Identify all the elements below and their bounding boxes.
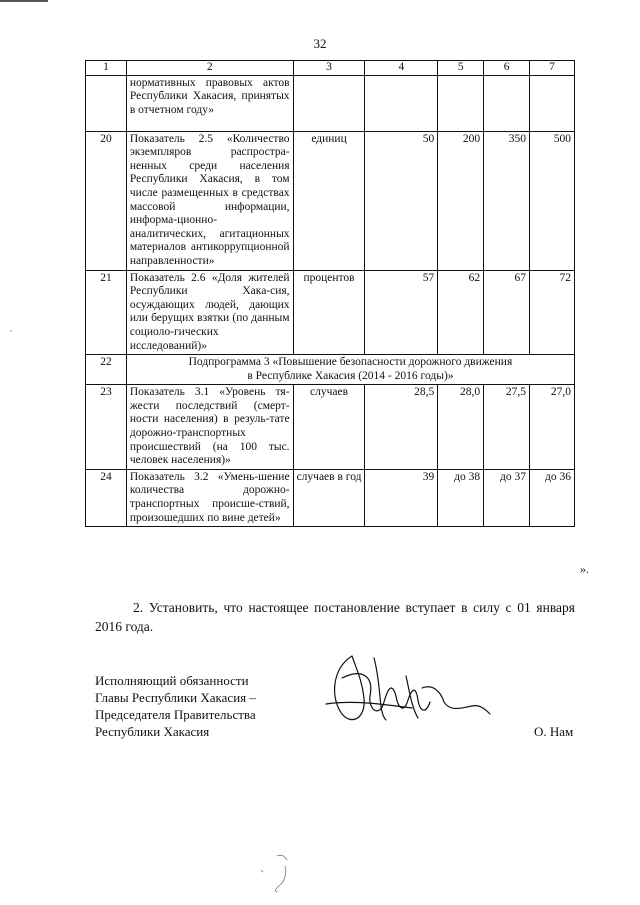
handwritten-signature [322, 648, 492, 738]
header-cell: 5 [438, 61, 484, 76]
row-number: 23 [86, 385, 127, 470]
row-description: нормативных правовых актов Республики Хакасия, принятых в отчетном году» [126, 75, 293, 131]
table-row [86, 270, 575, 355]
resolution-paragraph: 2. Установить, что настоящее постановление вступает в силу с 01 января 2016 года. [95, 600, 575, 634]
row-value: 72 [530, 270, 575, 355]
row-number: 22 [86, 355, 127, 385]
signatory-name: О. Нам [534, 724, 574, 739]
row-unit: случаев в год [293, 469, 365, 526]
row-value: 39 [365, 469, 438, 526]
row-value: 350 [484, 131, 530, 270]
row-value: 500 [530, 131, 575, 270]
corner-mark [0, 0, 48, 2]
scan-artifact [255, 852, 305, 896]
row-value: 200 [438, 131, 484, 270]
row-description: Показатель 3.1 «Уровень тя-жести последствий (смерт-ности населения) в резуль-тате дорожно-транспортных происшествий (на 100 тыс. человек населения)» [126, 385, 293, 470]
row-unit: случаев [293, 385, 365, 470]
signatory-block [95, 672, 256, 740]
page-number: 32 [313, 36, 327, 51]
row-description: Показатель 3.2 «Умень-шение количества дорожно-транспортных происше-ствий, произошедших по вине детей» [126, 469, 293, 526]
signatory-line: Республики Хакасия [95, 724, 210, 739]
row-value: до 38 [438, 469, 484, 526]
subprogram-row [86, 355, 575, 385]
header-cell: 3 [293, 61, 365, 76]
header-cell: 4 [365, 61, 438, 76]
signatory-line: Главы Республики Хакасия – [95, 690, 256, 705]
row-value: до 37 [484, 469, 530, 526]
subprogram-title-line: в Республике Хакасия (2014 - 2016 годы)» [247, 369, 454, 382]
row-number: 21 [86, 270, 127, 355]
table-row [86, 469, 575, 526]
header-cell: 1 [86, 61, 127, 76]
signatory-line: Исполняющий обязанности [95, 673, 249, 688]
row-number: 24 [86, 469, 127, 526]
header-cell: 2 [126, 61, 293, 76]
row-value: 57 [365, 270, 438, 355]
table-row [86, 131, 575, 270]
signatory-line: Председателя Правительства [95, 707, 256, 722]
row-number: 20 [86, 131, 127, 270]
header-cell: 6 [484, 61, 530, 76]
row-description: Показатель 2.5 «Количество экземпляров распростра-ненных среди населения Республики Хакасия, в том числе размещенных в средствах массовой информации, информа-ционно-аналитических, агитационных материалов антикоррупционной направленности» [126, 131, 293, 270]
header-cell: 7 [530, 61, 575, 76]
subprogram-title-line: Подпрограмма 3 «Повышение безопасности дорожного движения [188, 356, 513, 369]
row-value: 27,0 [530, 385, 575, 470]
table-header-row [86, 61, 575, 76]
row-value: 67 [484, 270, 530, 355]
table-row [86, 385, 575, 470]
table-row [86, 75, 575, 131]
row-value: 50 [365, 131, 438, 270]
row-unit: процентов [293, 270, 365, 355]
row-value: 62 [438, 270, 484, 355]
row-value: 28,0 [438, 385, 484, 470]
row-number [86, 75, 127, 131]
subprogram-title [126, 355, 574, 385]
row-value: 28,5 [365, 385, 438, 470]
indicators-table [85, 60, 575, 527]
row-value: 27,5 [484, 385, 530, 470]
row-unit: единиц [293, 131, 365, 270]
row-description: Показатель 2.6 «Доля жителей Республики Хака-сия, осуждающих людей, дающих или берущих взятки (по данным социоло-гических исследований)» [126, 270, 293, 355]
row-value: до 36 [530, 469, 575, 526]
closing-quote: ». [580, 562, 589, 576]
scan-dot [10, 330, 12, 332]
